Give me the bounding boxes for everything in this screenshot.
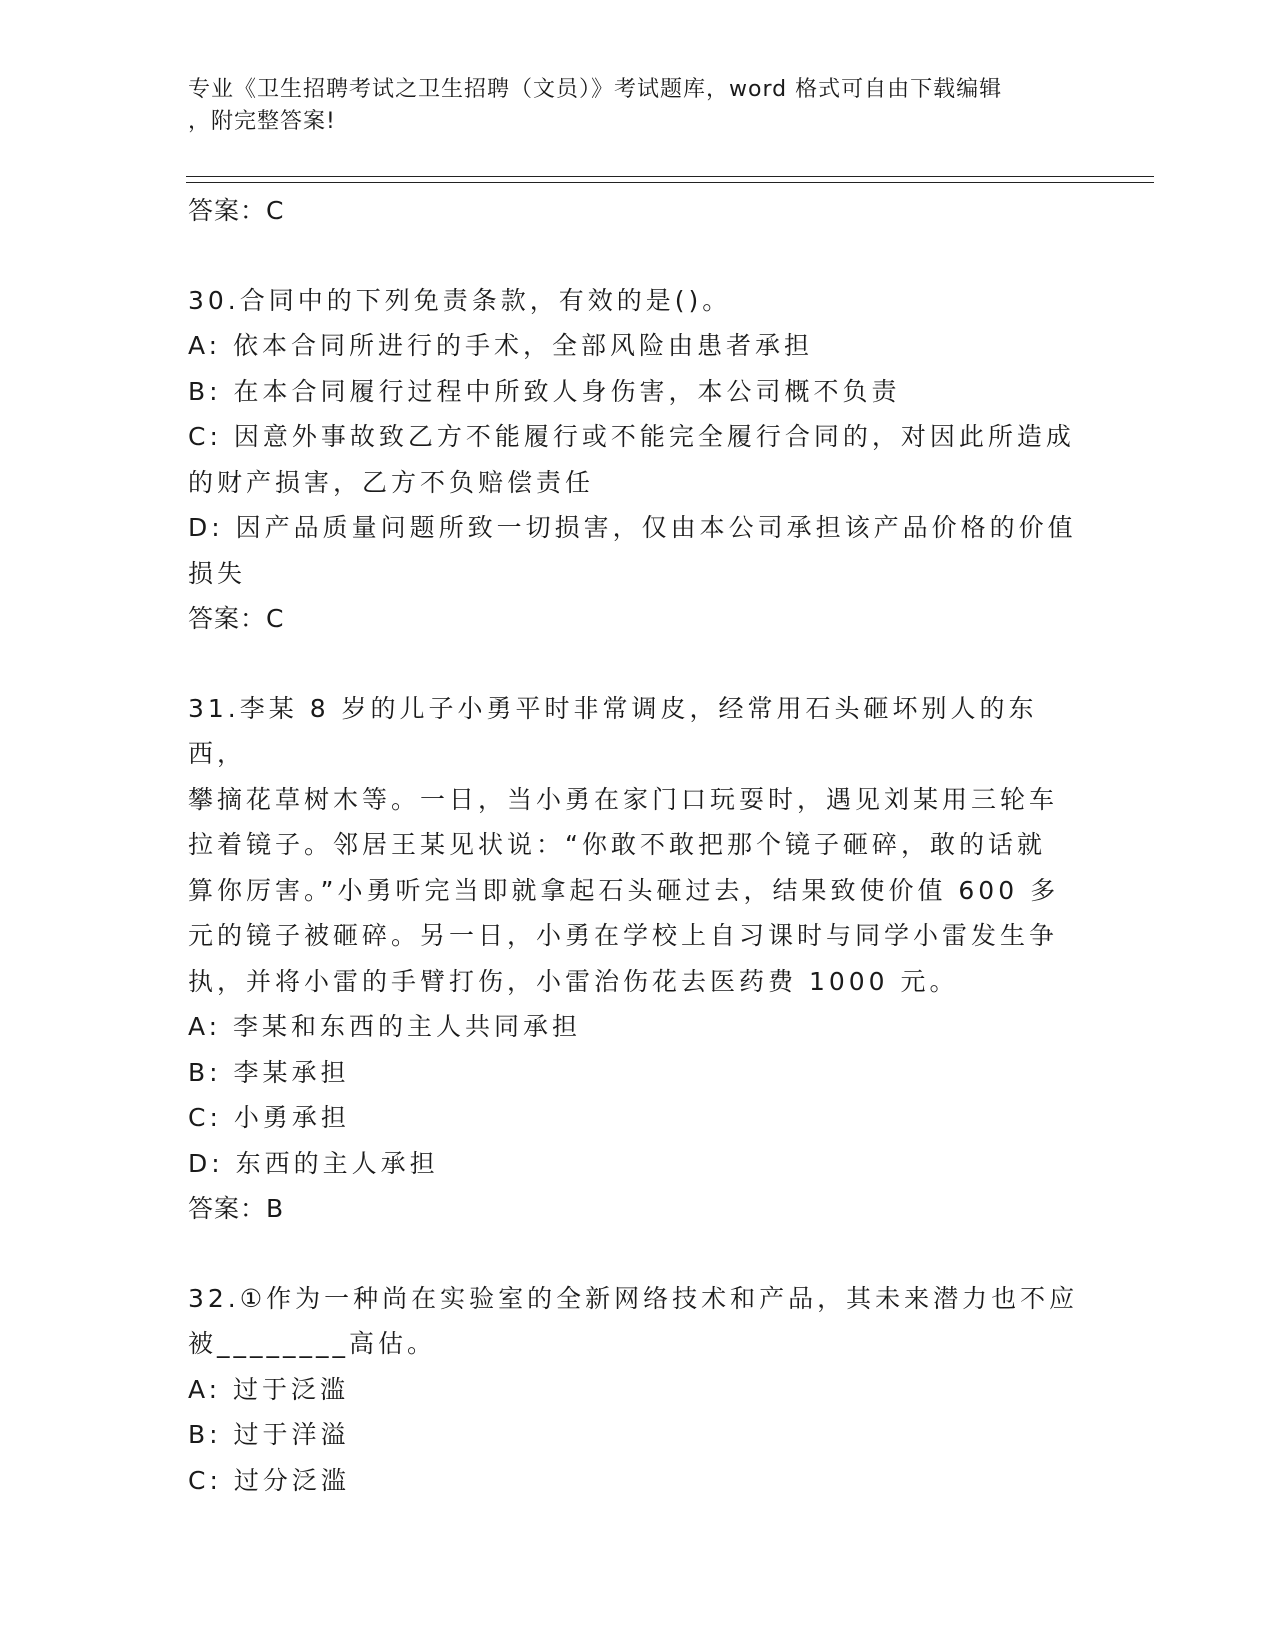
question-stem-line: 32.①作为一种尚在实验室的全新网络技术和产品，其未来潜力也不应 [188, 1283, 1079, 1313]
option-b: B: 李某承担 [188, 1057, 350, 1087]
question-stem-line: 被________高估。 [188, 1329, 437, 1358]
question-32 [188, 1276, 1088, 1504]
option-d: D: 东西的主人承担 [188, 1148, 439, 1178]
header-line-2: ，附完整答案! [188, 109, 336, 134]
option-b: B: 在本合同履行过程中所致人身伤害，本公司概不负责 [188, 376, 901, 406]
option-d-continued: 损失 [188, 558, 247, 588]
header-line-1: 专业《卫生招聘考试之卫生招聘（文员）》考试题库，word 格式可自由下载编辑 [188, 77, 1003, 102]
question-30 [188, 278, 1088, 642]
question-stem-line: 拉着镜子。邻居王某见状说：“你敢不敢把那个镜子砸碎，敢的话就 [188, 830, 1046, 859]
question-stem-line: 元的镜子被砸碎。另一日，小勇在学校上自习课时与同学小雷发生争 [188, 921, 1059, 950]
answer: 答案：C [188, 604, 285, 633]
option-b: B: 过于洋溢 [188, 1420, 350, 1449]
document-body [188, 188, 1088, 1503]
option-c: C: 因意外事故致乙方不能履行或不能完全履行合同的，对因此所造成 [188, 422, 1075, 451]
document-header [188, 74, 1088, 138]
previous-answer: 答案：C [188, 196, 285, 225]
option-a: A: 李某和东西的主人共同承担 [188, 1012, 582, 1041]
question-31 [188, 686, 1088, 1232]
question-stem-line: 31.李某 8 岁的儿子小勇平时非常调皮，经常用石头砸坏别人的东西， [188, 693, 1038, 768]
option-c: C: 小勇承担 [188, 1103, 350, 1132]
spacer [188, 1232, 1088, 1276]
spacer [188, 642, 1088, 686]
spacer [188, 234, 1088, 278]
option-c-continued: 的财产损害，乙方不负赔偿责任 [188, 467, 595, 497]
question-stem-line: 执，并将小雷的手臂打伤，小雷治伤花去医药费 1000 元。 [188, 966, 959, 996]
answer: 答案：B [188, 1194, 285, 1223]
option-a: A: 依本合同所进行的手术，全部风险由患者承担 [188, 331, 814, 360]
question-stem-line: 算你厉害。”小勇听完当即就拿起石头砸过去，结果致使价值 600 多 [188, 875, 1060, 905]
question-stem-line: 30.合同中的下列免责条款，有效的是()。 [188, 285, 732, 315]
header-divider-top [186, 176, 1154, 177]
question-stem-line: 攀摘花草树木等。一日，当小勇在家门口玩耍时，遇见刘某用三轮车 [188, 784, 1059, 814]
header-divider-bottom [186, 182, 1154, 183]
option-d: D: 因产品质量问题所致一切损害，仅由本公司承担该产品价格的价值 [188, 513, 1077, 542]
option-c: C: 过分泛滥 [188, 1465, 350, 1495]
option-a: A: 过于泛滥 [188, 1374, 350, 1404]
